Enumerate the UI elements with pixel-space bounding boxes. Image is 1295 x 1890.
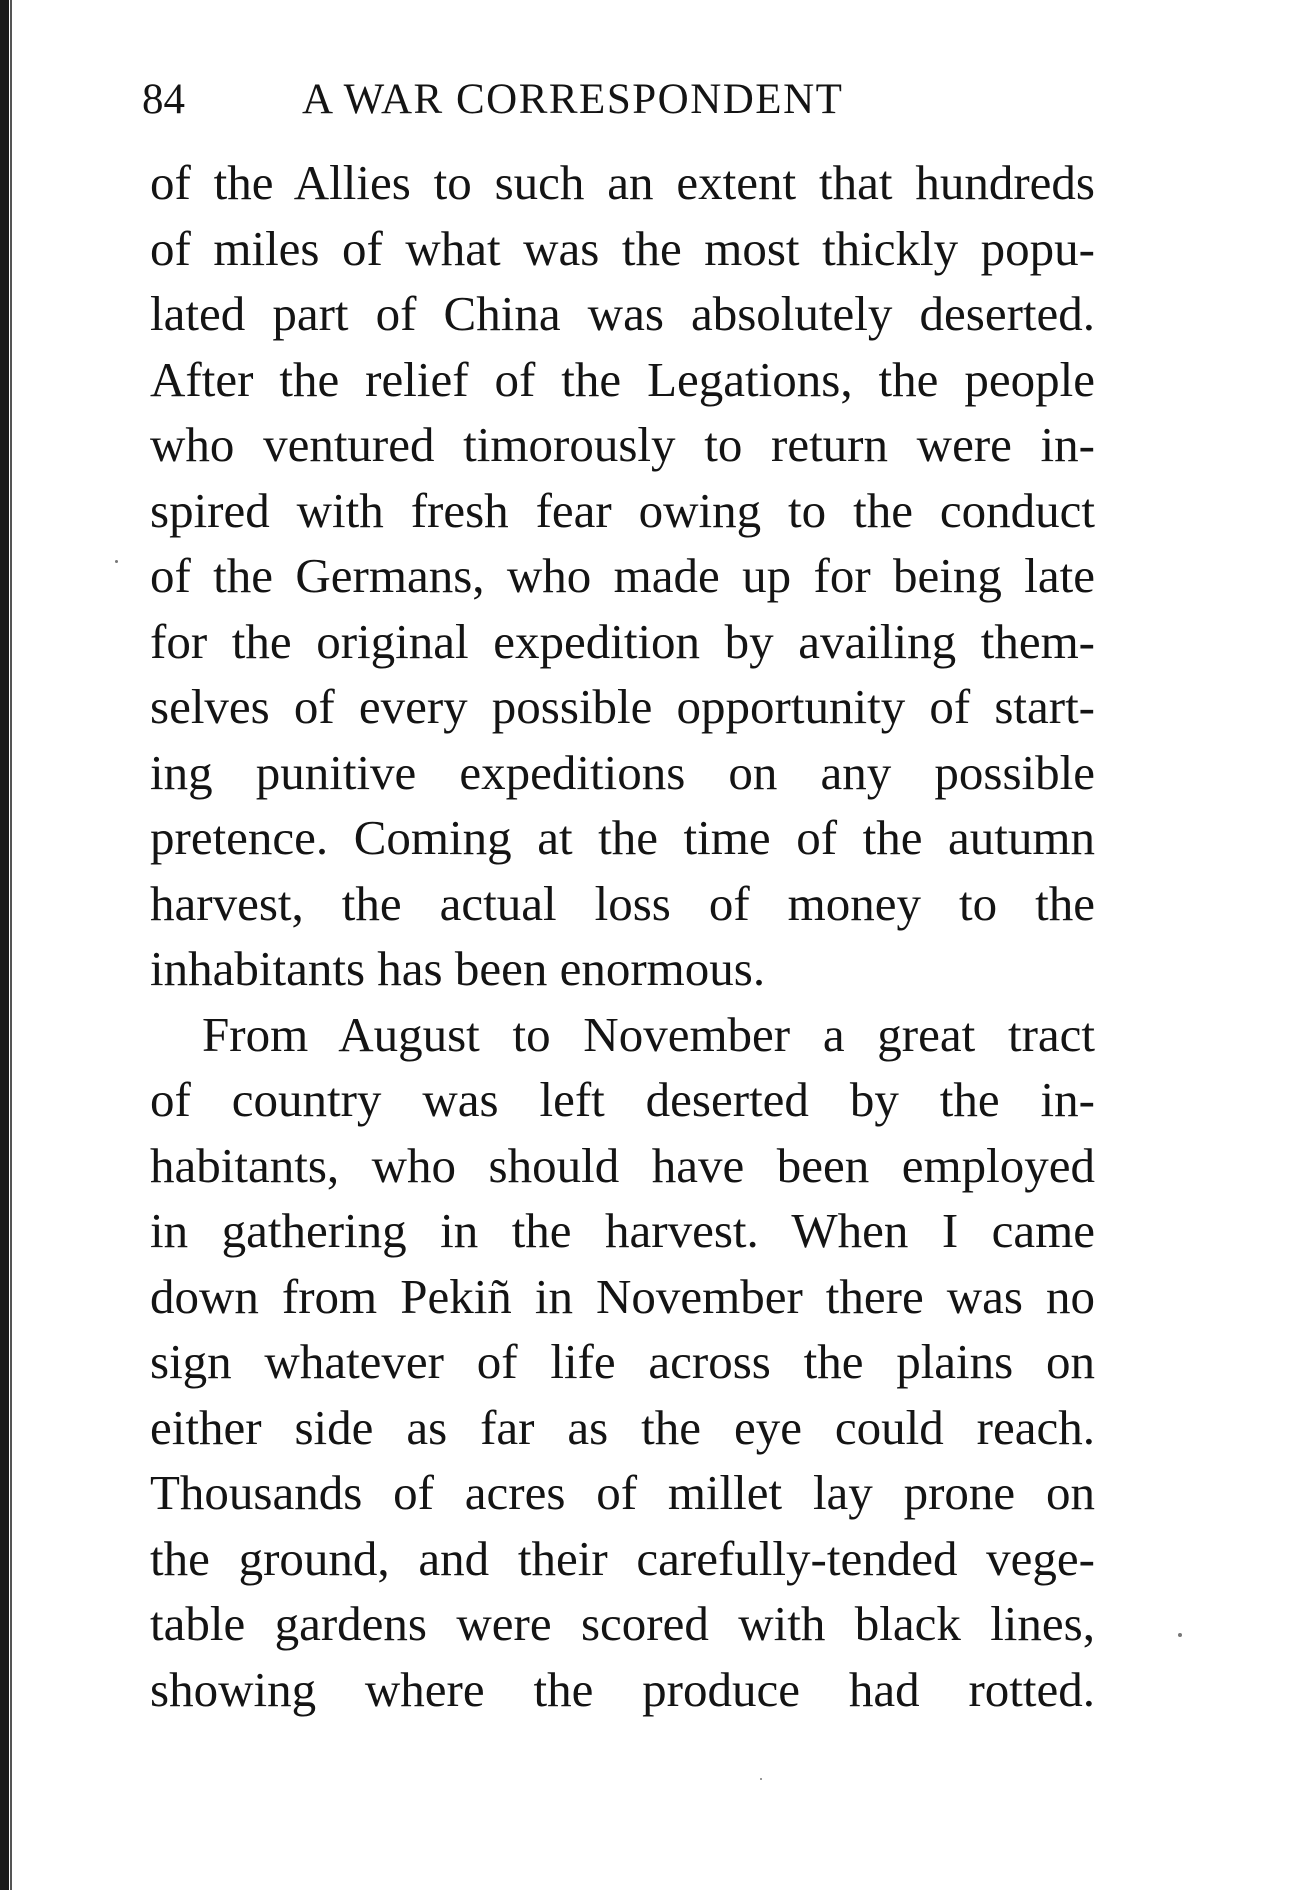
text-line: From August to November a great tract	[202, 1006, 1095, 1062]
text-line: for the original expedition by availing them-	[150, 613, 1095, 669]
text-line: lated part of China was absolutely deserted.	[150, 286, 1095, 341]
page-binding-edge	[0, 0, 9, 1890]
running-head: A WAR CORRESPONDENT	[302, 76, 844, 123]
paper-speck	[760, 1778, 762, 1780]
text-line: inhabitants has been enormous.	[150, 941, 766, 996]
text-line: who ventured timorously to return were in-	[150, 417, 1095, 472]
page-binding-shadow	[10, 0, 12, 1890]
text-line: of the Germans, who made up for being late	[150, 548, 1095, 603]
body-text	[150, 150, 1095, 1722]
text-line: pretence. Coming at the time of the autumn	[150, 810, 1095, 865]
paper-speck	[1178, 1633, 1182, 1637]
paper-speck	[115, 560, 118, 563]
page-number: 84	[142, 76, 185, 123]
text-line: showing where the produce had rotted.	[150, 1661, 1095, 1717]
text-line: of country was left deserted by the in-	[150, 1072, 1095, 1127]
text-line: of miles of what was the most thickly popu-	[150, 220, 1095, 276]
text-line: After the relief of the Legations, the people	[150, 351, 1095, 407]
text-line: Thousands of acres of millet lay prone on	[150, 1465, 1095, 1520]
page-header	[142, 70, 1102, 130]
text-line: the ground, and their carefully-tended vege-	[150, 1530, 1095, 1586]
text-line: down from Pekiñ in November there was no	[150, 1268, 1095, 1324]
text-line: sign whatever of life across the plains on	[150, 1334, 1095, 1389]
text-line: selves of every possible opportunity of start-	[150, 679, 1095, 734]
text-line: spired with fresh fear owing to the conduct	[150, 482, 1095, 538]
text-line: of the Allies to such an extent that hundreds	[150, 155, 1095, 210]
text-line: habitants, who should have been employed	[150, 1137, 1095, 1193]
text-line: harvest, the actual loss of money to the	[150, 875, 1095, 931]
paragraph-1	[150, 150, 1095, 1002]
text-line: ing punitive expeditions on any possible	[150, 744, 1095, 800]
text-line: in gathering in the harvest. When I came	[150, 1203, 1095, 1258]
text-line: either side as far as the eye could reach.	[150, 1399, 1095, 1455]
text-line: table gardens were scored with black lines,	[150, 1596, 1095, 1651]
paragraph-2	[150, 1002, 1095, 1723]
